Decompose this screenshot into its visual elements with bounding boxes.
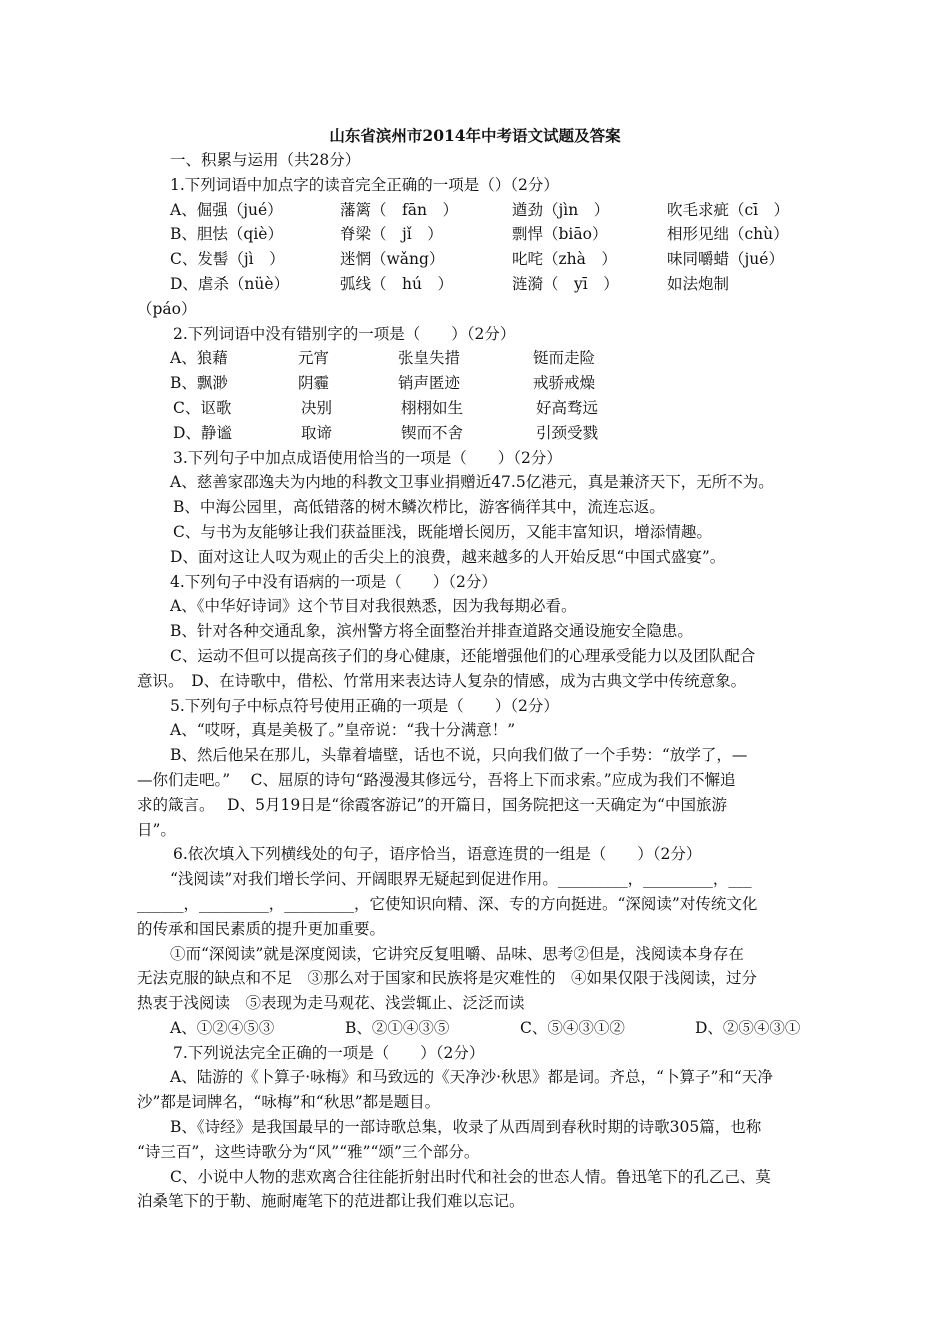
question-6-sentences-line: 无法克服的缺点和不足 ③那么对于国家和民族将是灾难性的 ④如果仅限于浅阅读，过分 bbox=[137, 969, 758, 988]
question-3-option-c: C、与书为友能够让我们获益匪浅，既能增长阅历，又能丰富知识，增添情趣。 bbox=[173, 522, 712, 541]
option-item: C、发髻（jì ） bbox=[170, 250, 285, 269]
question-7-option-b-cont: “诗三百”，这些诗歌分为“风”“雅”“颂”三个部分。 bbox=[137, 1142, 480, 1161]
option-item: 铤而走险 bbox=[533, 349, 596, 368]
option-item: 栩栩如生 bbox=[401, 398, 464, 417]
document-title: 山东省滨州市2014年中考语文试题及答案 bbox=[329, 126, 621, 145]
option-item: C、讴歌 bbox=[173, 398, 232, 417]
question-6-passage-line: ______，_________，_________，它使知识向精、深、专的方向挺进。“深阅读”对传统文化 bbox=[137, 894, 758, 913]
option-item: B、胆怯（qiè） bbox=[170, 225, 283, 244]
option-item: A、倔强（jué） bbox=[170, 200, 283, 219]
option-item: 涟漪（ yī ） bbox=[512, 274, 619, 293]
question-7-option-b: B、《诗经》是我国最早的一部诗歌总集，收录了从西周到春秋时期的诗歌305篇，也称 bbox=[170, 1118, 762, 1137]
option-item: A、狼藉 bbox=[170, 349, 228, 368]
question-6-sentences-line: ①而“深阅读”就是深度阅读，它讲究反复咀嚼、品味、思考②但是，浅阅读本身存在 bbox=[170, 944, 744, 963]
question-5-stem: 5.下列句子中标点符号使用正确的一项是（ ）（2分） bbox=[170, 696, 559, 715]
option-item: 叱咤（zhà ） bbox=[512, 250, 617, 269]
question-6-options bbox=[137, 1016, 817, 1041]
question-7-option-c: C、小说中人物的悲欢离合往往能折射出时代和社会的世态人情。鲁迅笔下的孔乙己、莫 bbox=[170, 1167, 771, 1186]
question-1-option-b bbox=[137, 222, 817, 247]
option-item: 销声匿迹 bbox=[398, 374, 461, 393]
option-item: 阴霾 bbox=[298, 374, 330, 393]
option-item: D、②⑤④③① bbox=[695, 1018, 801, 1037]
question-4-option-c-d: 意识。 D、在诗歌中，借松、竹常用来表达诗人复杂的情感，成为古典文学中传统意象。 bbox=[137, 671, 747, 690]
question-1-option-d-cont: （páo） bbox=[137, 299, 197, 318]
question-2-option-a bbox=[137, 346, 817, 371]
question-6-passage-line: “浅阅读”对我们增长学问、开阔眼界无疑起到促进作用。_________，_________，___ bbox=[170, 870, 752, 889]
question-4-stem: 4.下列句子中没有语病的一项是（ ）（2分） bbox=[170, 572, 497, 591]
question-3-option-b: B、中海公园里，高低错落的树木鳞次栉比，游客徜徉其中，流连忘返。 bbox=[173, 498, 665, 517]
question-6-sentences-line: 热衷于浅阅读 ⑤表现为走马观花、浅尝辄止、泛泛而读 bbox=[137, 994, 525, 1013]
section-heading: 一、积累与运用（共28分） bbox=[170, 151, 361, 169]
question-7-option-c-cont: 泊桑笔下的于勒、施耐庵笔下的范进都让我们难以忘记。 bbox=[137, 1192, 525, 1211]
question-5-option-b: B、然后他呆在那儿，头靠着墙壁，话也不说，只向我们做了一个手势：“放学了，— bbox=[170, 746, 748, 765]
question-4-option-a: A、《中华好诗词》这个节目对我很熟悉，因为我每期必看。 bbox=[170, 597, 577, 616]
option-item: 引颈受戮 bbox=[536, 423, 599, 442]
question-1-stem: 1.下列词语中加点字的读音完全正确的一项是（）（2分） bbox=[170, 175, 559, 194]
option-item: D、静谧 bbox=[173, 423, 232, 442]
question-5-option-d-cont: 日”。 bbox=[137, 820, 176, 839]
question-5-option-c-d: 求的箴言。 D、5月19日是“徐霞客游记”的开篇日，国务院把这一天确定为“中国旅游 bbox=[137, 795, 727, 814]
question-1-option-d bbox=[137, 272, 817, 297]
option-item: 好高骛远 bbox=[536, 398, 599, 417]
question-6-passage-line: 的传承和国民素质的提升更加重要。 bbox=[137, 919, 386, 938]
option-item: C、⑤④③①② bbox=[520, 1018, 625, 1037]
question-3-stem: 3.下列句子中加点成语使用恰当的一项是（ ）（2分） bbox=[173, 448, 562, 467]
option-item: 张皇失措 bbox=[398, 349, 461, 368]
option-item: 取谛 bbox=[301, 423, 333, 442]
question-2-option-c bbox=[137, 396, 817, 421]
option-item: 剽悍（biāo） bbox=[512, 225, 608, 244]
question-1-option-a bbox=[137, 198, 817, 223]
option-item: 吹毛求疵（cī ） bbox=[667, 200, 790, 219]
question-5-option-a: A、“哎呀，真是美极了。”皇帝说：“我十分满意！” bbox=[170, 721, 516, 740]
option-item: 脊梁（ jǐ ） bbox=[340, 225, 443, 244]
option-item: 戒骄戒燥 bbox=[533, 374, 596, 393]
option-item: 遒劲（jìn ） bbox=[512, 200, 610, 219]
option-item: 味同嚼蜡（jué） bbox=[667, 250, 784, 269]
question-7-stem: 7.下列说法完全正确的一项是（ ）（2分） bbox=[173, 1043, 485, 1062]
option-item: 迷惘（wǎng） bbox=[340, 250, 445, 269]
document-body bbox=[137, 148, 817, 1214]
question-2-option-d bbox=[137, 421, 817, 446]
option-item: A、①②④⑤③ bbox=[170, 1018, 275, 1037]
question-2-stem: 2.下列词语中没有错别字的一项是（ ）（2分） bbox=[173, 324, 516, 343]
option-item: B、飘渺 bbox=[170, 374, 228, 393]
option-item: 相形见绌（chù） bbox=[667, 225, 789, 244]
option-item: D、虐杀（nüè） bbox=[170, 274, 290, 293]
question-7-option-a-cont: 沙”都是词牌名，“咏梅”和“秋思”都是题目。 bbox=[137, 1093, 441, 1112]
option-item: B、②①④③⑤ bbox=[345, 1018, 450, 1037]
question-4-option-b: B、针对各种交通乱象，滨州警方将全面整治并排查道路交通设施安全隐患。 bbox=[170, 622, 693, 641]
option-item: 如法炮制 bbox=[667, 274, 730, 293]
option-item: 锲而不舍 bbox=[401, 423, 464, 442]
question-2-option-b bbox=[137, 371, 817, 396]
option-item: 决别 bbox=[301, 398, 333, 417]
option-item: 藩篱（ fān ） bbox=[340, 200, 458, 219]
question-1-option-c bbox=[137, 247, 817, 272]
question-6-stem: 6.依次填入下列横线处的句子，语序恰当，语意连贯的一组是（ ）（2分） bbox=[173, 845, 702, 864]
question-3-option-d: D、面对这让人叹为观止的舌尖上的浪费，越来越多的人开始反思“中国式盛宴”。 bbox=[170, 547, 726, 566]
option-item: 元宵 bbox=[298, 349, 330, 368]
question-4-option-c: C、运动不但可以提高孩子们的身心健康，还能增强他们的心理承受能力以及团队配合 bbox=[170, 646, 756, 665]
question-7-option-a: A、陆游的《卜算子·咏梅》和马致远的《天净沙·秋思》都是词。齐总，“卜算子”和“天净 bbox=[170, 1068, 773, 1087]
question-3-option-a: A、慈善家邵逸夫为内地的科教文卫事业捐赠近47.5亿港元，真是兼济天下，无所不为。 bbox=[170, 473, 774, 492]
option-item: 弧线（ hú ） bbox=[340, 274, 453, 293]
question-5-option-b-c: —你们走吧。” C、屈原的诗句“路漫漫其修远兮，吾将上下而求索。”应成为我们不懈追 bbox=[137, 770, 736, 789]
